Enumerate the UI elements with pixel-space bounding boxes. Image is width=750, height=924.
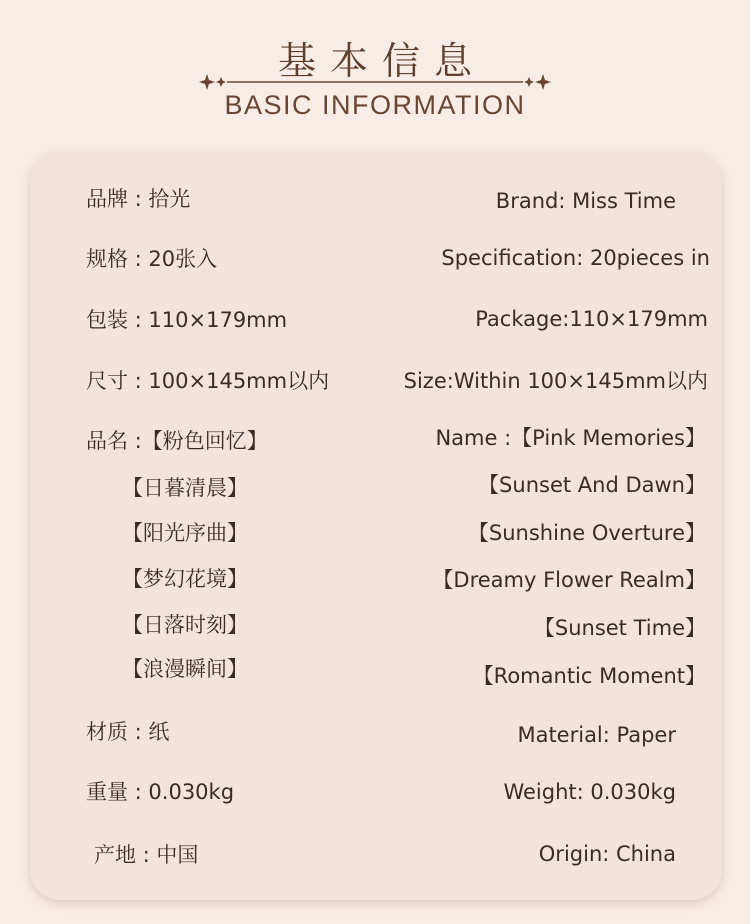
size-label-en: Size:Within 100×145mm以内 [403,369,708,393]
material-label-en: Material: Paper [517,723,676,747]
weight-label-en: Weight: 0.030kg [503,780,676,804]
product-name-en: 【Sunset And Dawn】 [478,473,706,497]
product-name-cn: 【浪漫瞬间】 [122,657,248,681]
package-label-en: Package:110×179mm [475,307,708,331]
spec-label-cn: 规格 : 20张入 [86,247,218,271]
product-name-cn: 【日落时刻】 [122,613,248,637]
name-label-en: Name :【Pink Memories】 [435,426,706,450]
material-label-cn: 材质 : 纸 [86,720,170,744]
section-title-english: BASIC INFORMATION [224,90,526,120]
section-title-chinese: 基本信息 [277,39,486,83]
weight-label-cn: 重量 : 0.030kg [86,780,235,804]
product-name-cn: 【日暮清晨】 [122,476,248,500]
product-name-en: 【Dreamy Flower Realm】 [432,568,706,592]
brand-label-cn: 品牌 : 拾光 [86,187,191,211]
size-label-cn: 尺寸 : 100×145mm以内 [86,369,330,393]
name-label-cn: 品名 :【粉色回忆】 [86,429,268,453]
product-name-cn: 【阳光序曲】 [122,521,248,545]
product-name-en: 【Romantic Moment】 [472,664,706,688]
section-header [0,0,750,150]
product-name-en: 【Sunset Time】 [533,616,706,640]
origin-label-cn: 产地 : 中国 [94,843,199,867]
package-label-cn: 包装 : 110×179mm [86,308,288,332]
product-name-cn: 【梦幻花境】 [122,567,248,591]
product-name-en: 【Sunshine Overture】 [467,521,706,545]
spec-label-en: Specification: 20pieces in [441,246,710,270]
brand-label-en: Brand: Miss Time [495,189,676,213]
info-card [30,152,722,900]
origin-label-en: Origin: China [538,842,676,866]
